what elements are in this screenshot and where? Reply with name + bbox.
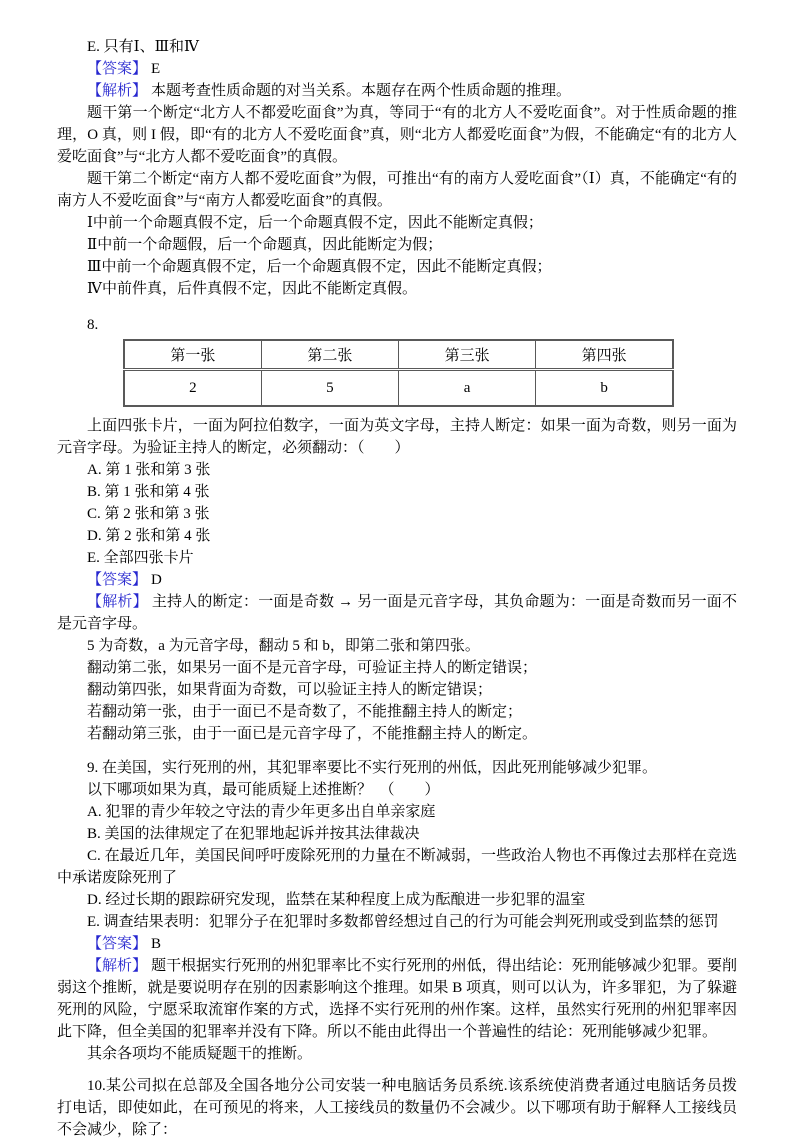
question-paragraph (57, 779, 737, 801)
text-run: D. 经过长期的跟踪研究发现，监禁在某种程度上成为酝酿进一步犯罪的温室 (87, 892, 586, 908)
analysis-paragraph (57, 102, 737, 168)
table-cell: a (399, 370, 536, 407)
question-paragraph (57, 757, 737, 779)
table-header-cell: 第四张 (536, 340, 673, 370)
answer-line (57, 569, 737, 591)
analysis-item (57, 278, 737, 300)
analysis-item (57, 256, 737, 278)
answer-label: 【答案】 (87, 936, 148, 952)
answer-label: 【答案】 (87, 572, 148, 588)
section-gap (57, 407, 737, 415)
analysis-paragraph (57, 635, 737, 657)
analysis-label: 【解析】 (87, 958, 148, 974)
text-run: 题干根据实行死刑的州犯罪率比不实行死刑的州低，得出结论：死刑能够减少犯罪。要削弱这个推断，就是要说明存在别的因素影响这个推理。如果 B 项真，则可以认为，许多罪犯，为了躲避死刑的风险，宁愿采取流窜作案的方式，选择不实行死刑的州作案。这样，虽然实行死刑的州犯罪率因此下降，但全美国的犯罪率并没有下降。所以不能由此得出一个普遍性的结论：死刑能够减少犯罪。 (57, 958, 737, 1040)
text-run: 10.某公司拟在总部及全国各地分公司安装一种电脑话务员系统.该系统使消费者通过电脑话务员拨打电话，即使如此，在可预见的将来，人工接线员的数量仍不会减少。以下哪项有助于解释人工接线员不会减少，除了： (57, 1078, 737, 1138)
analysis-line (57, 80, 737, 102)
text-run: 本题考查性质命题的对当关系。本题存在两个性质命题的推理。 (151, 83, 572, 99)
table-header-cell: 第一张 (124, 340, 261, 370)
analysis-item (57, 723, 737, 745)
option-line (57, 459, 737, 481)
text-run: B. 第 1 张和第 4 张 (87, 484, 210, 500)
text-run: D. 第 2 张和第 4 张 (87, 528, 211, 544)
text-run: 若翻动第一张，由于一面已不是奇数了，不能推翻主持人的断定； (87, 704, 523, 720)
option-line (57, 889, 737, 911)
option-line (57, 481, 737, 503)
cards-table (123, 339, 674, 407)
option-line (57, 503, 737, 525)
section-gap (57, 300, 737, 314)
answer-line (57, 58, 737, 80)
text-run: 其余各项均不能质疑题干的推断。 (87, 1046, 313, 1062)
table-cell: 2 (124, 370, 261, 407)
analysis-paragraph (57, 955, 737, 1043)
text-run: Ⅳ中前件真，后件真假不定，因此不能断定真假。 (87, 281, 417, 297)
option-line (57, 547, 737, 569)
text-run: A. 犯罪的青少年较之守法的青少年更多出自单亲家庭 (87, 804, 436, 820)
table-cell: b (536, 370, 673, 407)
analysis-paragraph (57, 1043, 737, 1065)
text-run: 9. 在美国，实行死刑的州，其犯罪率要比不实行死刑的州低，因此死刑能够减少犯罪。 (87, 760, 658, 776)
text-run: C. 第 2 张和第 3 张 (87, 506, 210, 522)
text-run: 以下哪项如果为真，最可能质疑上述推断？ （ ） (87, 782, 440, 798)
option-line (57, 36, 737, 58)
analysis-paragraph (57, 591, 737, 635)
table-cell: 5 (261, 370, 398, 407)
answer-label: 【答案】 (87, 61, 148, 77)
option-line (57, 801, 737, 823)
option-line (57, 525, 737, 547)
text-run: 主持人的断定：一面是奇数 → 另一面是元音字母，其负命题为：一面是奇数而另一面不是元音字母。 (57, 594, 737, 632)
analysis-item (57, 701, 737, 723)
text-run: Ⅱ中前一个命题假，后一个命题真，因此能断定为假； (87, 237, 443, 253)
section-gap (57, 1065, 737, 1075)
analysis-item (57, 657, 737, 679)
table-header-cell: 第二张 (261, 340, 398, 370)
section-gap (57, 745, 737, 757)
text-run: 8. (87, 317, 99, 333)
table-row (124, 370, 673, 407)
table-header-cell: 第三张 (399, 340, 536, 370)
text-run: D (151, 572, 162, 588)
text-run: 题干第一个断定“北方人不都爱吃面食”为真，等同于“有的北方人不爱吃面食”。对于性质命题的推理，O 真，则 I 假，即“有的北方人不爱吃面食”真，则“北方人都爱吃面食”为假，不能确定“有的北方人爱吃面食”与“北方人都不爱吃面食”的真假。 (57, 105, 737, 165)
text-run: A. 第 1 张和第 3 张 (87, 462, 211, 478)
text-run: E. 只有Ⅰ、Ⅲ和Ⅳ (87, 39, 200, 55)
analysis-label: 【解析】 (87, 83, 148, 99)
text-run: B. 美国的法律规定了在犯罪地起诉并按其法律裁决 (87, 826, 420, 842)
text-run: Ⅲ中前一个命题真假不定，后一个命题真假不定，因此不能断定真假； (87, 259, 552, 275)
question-paragraph (57, 415, 737, 459)
question-number (57, 314, 737, 336)
question-paragraph (57, 1075, 737, 1141)
text-run: E. 调查结果表明：犯罪分子在犯罪时多数都曾经想过自己的行为可能会判死刑或受到监禁的惩罚 (87, 914, 719, 930)
option-line (57, 911, 737, 933)
analysis-item (57, 679, 737, 701)
analysis-label: 【解析】 (87, 594, 148, 610)
text-run: 上面四张卡片，一面为阿拉伯数字，一面为英文字母，主持人断定：如果一面为奇数，则另一面为元音字母。为验证主持人的断定，必须翻动：（ ） (57, 418, 737, 456)
analysis-item (57, 234, 737, 256)
analysis-item (57, 212, 737, 234)
text-run: Ⅰ中前一个命题真假不定，后一个命题真假不定，因此不能断定真假； (87, 215, 543, 231)
text-run: C. 在最近几年，美国民间呼吁废除死刑的力量在不断减弱，一些政治人物也不再像过去那样在竞选中承诺废除死刑了 (57, 848, 737, 886)
option-line (57, 823, 737, 845)
option-line (57, 845, 737, 889)
text-run: E. 全部四张卡片 (87, 550, 194, 566)
text-run: 题干第二个断定“南方人都不爱吃面食”为假，可推出“有的南方人爱吃面食”（Ⅰ）真，不能确定“有的南方人不爱吃面食”与“南方人都爱吃面食”的真假。 (57, 171, 737, 209)
answer-line (57, 933, 737, 955)
analysis-paragraph (57, 168, 737, 212)
text-run: 翻动第四张，如果背面为奇数，可以验证主持人的断定错误； (87, 682, 493, 698)
text-run: 翻动第二张，如果另一面不是元音字母，可验证主持人的断定错误； (87, 660, 538, 676)
text-run: 5 为奇数，a 为元音字母，翻动 5 和 b，即第二张和第四张。 (87, 638, 480, 654)
text-run: B (151, 936, 162, 952)
text-run: E (151, 61, 161, 77)
text-run: 若翻动第三张，由于一面已是元音字母了，不能推翻主持人的断定。 (87, 726, 538, 742)
table-header-row (124, 340, 673, 370)
